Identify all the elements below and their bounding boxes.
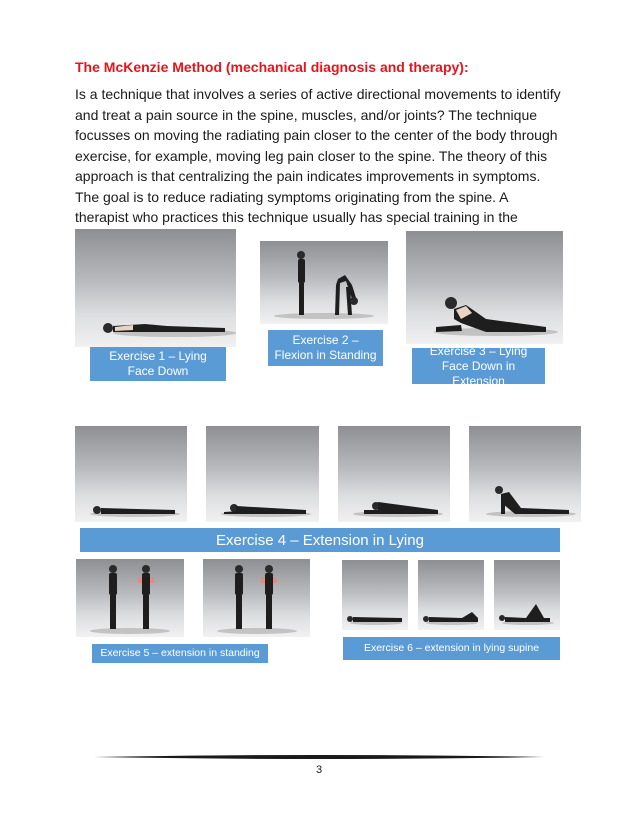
exercise-5-photo-2 [203, 559, 310, 637]
exercise-2-photo [260, 241, 388, 324]
exercise-4-photo-4 [469, 426, 581, 522]
exercise-4-photo-1 [75, 426, 187, 522]
exercise-4-photo-2 [206, 426, 319, 522]
exercise-6-photo-1 [342, 560, 408, 630]
exercise-1-photo [75, 229, 236, 347]
page-number: 3 [315, 764, 323, 776]
section-paragraph: Is a technique that involves a series of active directional movements to identify and treat a pain source in the spine, muscles, and/or joints? The technique focusses on moving the radiating pain closer to the center of the body through exercise, for example, moving leg pain closer to the spine. The theory of this approach is that centralizing the pain indicates improvements in symptoms. The goal is to reduce radiating symptoms originating from the spine. A therapist who practices this technique usually has special training in the [75, 86, 561, 225]
exercise-3-photo [406, 231, 563, 344]
exercise-5-photo-1 [76, 559, 184, 637]
exercise-6-photo-2 [418, 560, 484, 630]
footer-rule [94, 754, 544, 760]
exercise-1-caption: Exercise 1 – Lying Face Down [90, 347, 226, 381]
exercise-6-caption: Exercise 6 – extension in lying supine [343, 637, 560, 660]
exercise-6-photo-3 [494, 560, 560, 630]
exercise-2-caption: Exercise 2 – Flexion in Standing [268, 330, 383, 366]
exercise-3-caption: Exercise 3 – Lying Face Down in Extension [412, 348, 545, 384]
exercise-4-caption: Exercise 4 – Extension in Lying [80, 528, 560, 552]
exercise-4-photo-3 [338, 426, 450, 522]
exercise-5-caption: Exercise 5 – extension in standing [92, 644, 268, 663]
section-heading: The McKenzie Method (mechanical diagnosis and therapy): [75, 59, 469, 75]
